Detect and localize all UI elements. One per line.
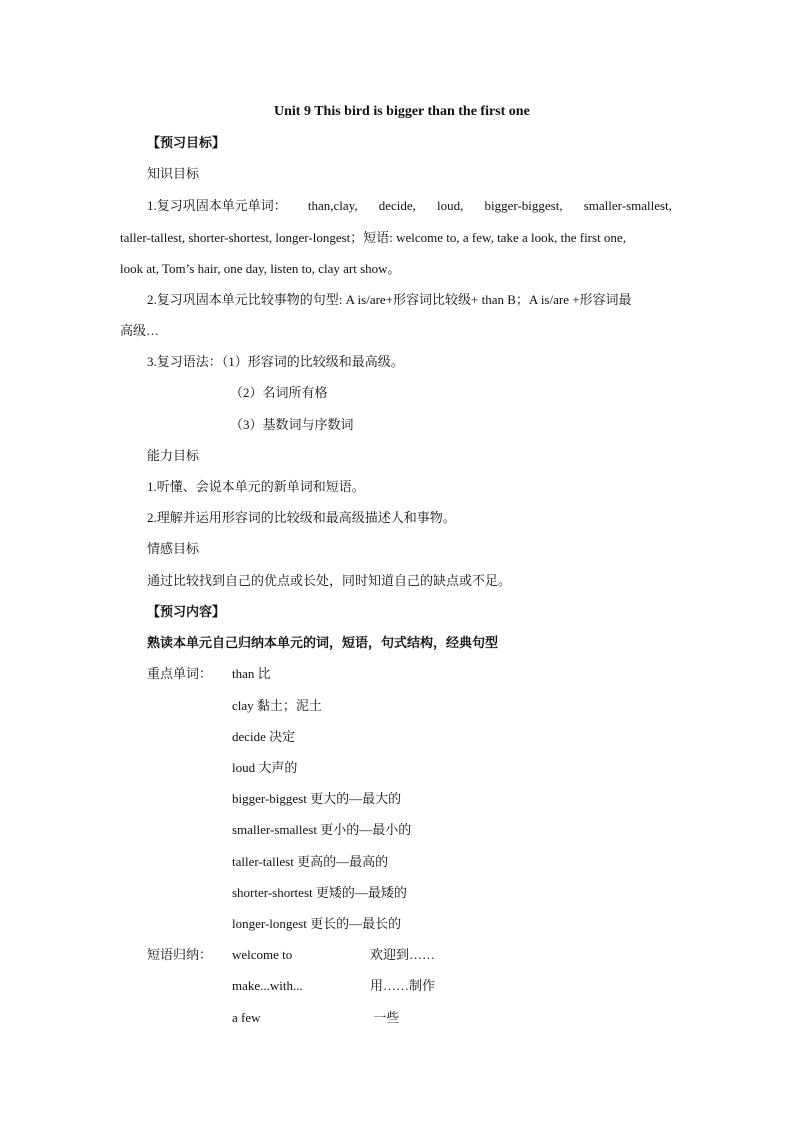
- knowledge-item1-line2: taller-tallest, shorter-shortest, longer-longest；短语: welcome to, a few, take a look, the first one,: [120, 230, 626, 245]
- knowledge-item1-line1: [147, 198, 672, 214]
- key-word-item: smaller-smallest 更小的—最小的: [232, 822, 412, 837]
- key-word-item: taller-tallest 更高的—最高的: [232, 854, 389, 869]
- knowledge-item1-word: than,clay,: [307, 198, 358, 213]
- phrases-label: 短语归纳：: [147, 947, 213, 962]
- knowledge-item3-sub3: （3）基数词与序数词: [230, 417, 354, 432]
- knowledge-item2-line1: 2.复习巩固本单元比较事物的句型: A is/are+形容词比较级+ than B；A is/are +形容词最: [147, 292, 632, 307]
- phrase-english: welcome to: [232, 947, 293, 962]
- knowledge-item1-word: loud,: [437, 198, 464, 213]
- key-word-item: than 比: [232, 666, 271, 681]
- knowledge-item1-word: decide,: [378, 198, 416, 213]
- knowledge-item1-line3: look at, Tom’s hair, one day, listen to, clay art show。: [120, 261, 401, 276]
- preview-content-heading: 【预习内容】: [147, 604, 226, 619]
- phrase-english: make...with...: [232, 978, 303, 993]
- phrase-chinese: 一些: [370, 1010, 400, 1025]
- key-word-item: longer-longest 更长的—最长的: [232, 916, 402, 931]
- document-title: Unit 9 This bird is bigger than the first one: [274, 104, 530, 119]
- knowledge-item1-word: smaller-smallest,: [583, 198, 672, 213]
- key-word-item: decide 决定: [232, 729, 296, 744]
- ability-item2: 2.理解并运用形容词的比较级和最高级描述人和事物。: [147, 510, 456, 525]
- knowledge-item3: 3.复习语法：（1）形容词的比较级和最高级。: [147, 354, 404, 369]
- ability-item1: 1.听懂、会说本单元的新单词和短语。: [147, 479, 365, 494]
- key-word-item: bigger-biggest 更大的—最大的: [232, 791, 402, 806]
- knowledge-item1-text: 1.复习巩固本单元单词：: [147, 198, 287, 213]
- key-words-label: 重点单词：: [147, 666, 213, 681]
- preview-goals-heading: 【预习目标】: [147, 135, 226, 150]
- knowledge-item1-word: bigger-biggest,: [484, 198, 563, 213]
- emotion-item1: 通过比较找到自己的优点或长处，同时知道自己的缺点或不足。: [147, 573, 512, 588]
- key-word-item: shorter-shortest 更矮的—最矮的: [232, 885, 407, 900]
- ability-goals-heading: 能力目标: [147, 448, 200, 463]
- phrase-chinese: 欢迎到……: [370, 947, 436, 962]
- key-word-item: clay 黏土；泥土: [232, 698, 322, 713]
- emotion-goals-heading: 情感目标: [147, 541, 200, 556]
- key-word-item: loud 大声的: [232, 760, 298, 775]
- knowledge-item2-line2: 高级…: [120, 323, 160, 338]
- phrase-chinese: 用……制作: [370, 978, 436, 993]
- phrase-english: a few: [232, 1010, 261, 1025]
- knowledge-goals-heading: 知识目标: [147, 166, 200, 181]
- knowledge-item3-sub2: （2）名词所有格: [230, 385, 328, 400]
- preview-content-intro: 熟读本单元自己归纳本单元的词，短语，句式结构，经典句型: [147, 635, 499, 650]
